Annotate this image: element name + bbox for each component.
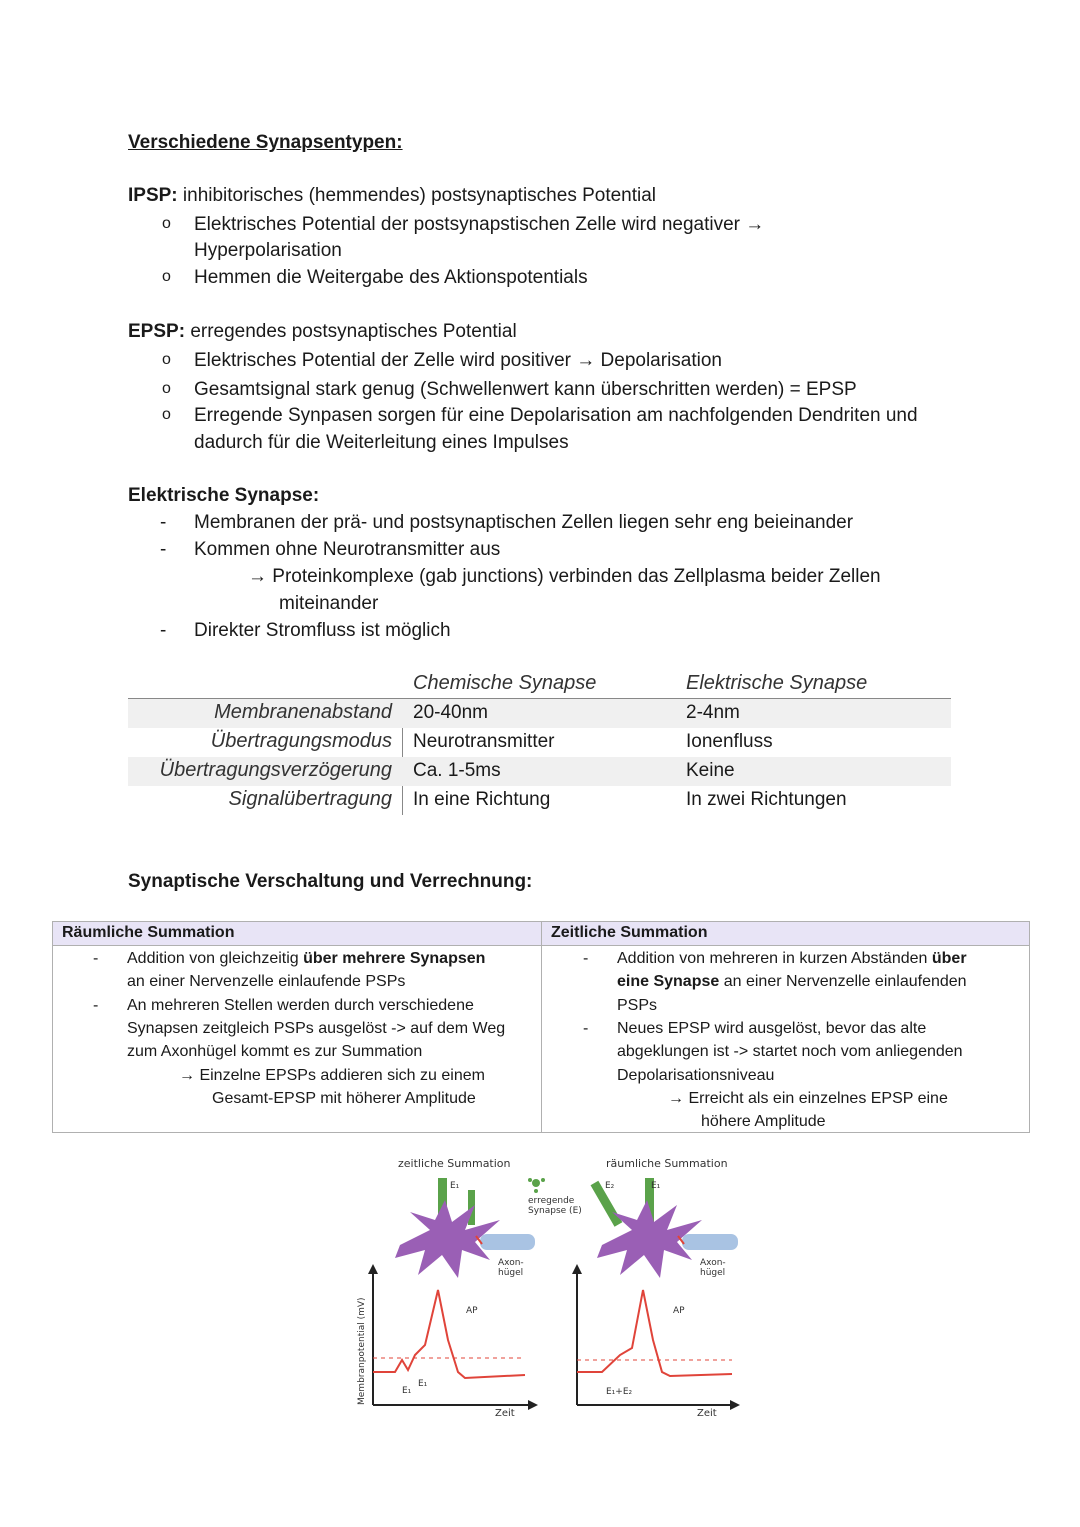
chemical-value: In eine Richtung xyxy=(413,789,551,810)
spatial-bullet-2-line-3: zum Axonhügel kommt es zur Summation xyxy=(127,1043,423,1060)
temporal-bullet-1-line-3: PSPs xyxy=(617,997,658,1014)
y-axis-label: Membranpotential (mV) xyxy=(357,1297,367,1405)
left-neuron xyxy=(395,1178,535,1278)
e1-label: E₁ xyxy=(651,1181,661,1191)
ipsp-label: IPSP: xyxy=(128,185,178,206)
axon xyxy=(682,1234,738,1250)
electric-sub-line-1: → Proteinkomplexe (gab junctions) verbinden das Zellplasma beider Zellen xyxy=(248,566,881,587)
electric-synapse-heading: Elektrische Synapse: xyxy=(128,485,320,506)
temporal-bold-text: eine Synapse xyxy=(617,973,720,990)
ipsp-definition xyxy=(128,183,656,209)
table-row xyxy=(128,728,951,757)
e1-trace-label: E₁ xyxy=(402,1386,412,1396)
dash-marker: - xyxy=(583,1020,589,1037)
temporal-sub-line-1: → Erreicht als ein einzelnes EPSP eine xyxy=(668,1090,948,1107)
col-header-chemical: Chemische Synapse xyxy=(413,672,597,694)
x-axis-label: Zeit xyxy=(495,1408,515,1419)
spatial-bullet-1-line-1 xyxy=(127,947,485,970)
axon-label-line-1: Axon- xyxy=(498,1258,524,1268)
temporal-bullet-2-line-2: abgeklungen ist -> startet noch vom anliegenden xyxy=(617,1043,963,1060)
spatial-bullet-2-line-2: Synapsen zeitgleich PSPs ausgelöst -> auf dem Weg xyxy=(127,1020,506,1037)
e2-label: E₂ xyxy=(605,1181,615,1191)
synapse-legend-dot xyxy=(541,1178,545,1182)
temporal-bullet-2-line-3: Depolarisationsniveau xyxy=(617,1067,775,1084)
legend xyxy=(528,1178,582,1216)
electric-item-3: Direkter Stromfluss ist möglich xyxy=(194,620,451,641)
electric-item-1: Membranen der prä- und postsynaptischen Zellen liegen sehr eng beieinander xyxy=(194,512,854,533)
column-divider xyxy=(541,922,542,1132)
summation-table xyxy=(52,921,1030,1133)
legend-line-1: erregende xyxy=(528,1196,575,1206)
right-neuron xyxy=(591,1178,738,1278)
ipsp-bullet-1-line-2: Hyperpolarisation xyxy=(194,240,342,261)
spatial-bullet-2-line-1: An mehreren Stellen werden durch verschiedene xyxy=(127,997,474,1014)
table-row xyxy=(128,699,951,728)
membrane-trace xyxy=(373,1290,525,1378)
electric-item-2: Kommen ohne Neurotransmitter aus xyxy=(194,539,501,560)
x-axis-label: Zeit xyxy=(697,1408,717,1419)
epsp-bullet-2: Gesamtsignal stark genug (Schwellenwert kann überschritten werden) = EPSP xyxy=(194,379,857,400)
membrane-trace xyxy=(577,1290,732,1376)
table-row xyxy=(128,757,951,786)
temporal-sub-line-2: höhere Amplitude xyxy=(701,1113,826,1130)
ipsp-definition-text: inhibitorisches (hemmendes) postsynaptisches Potential xyxy=(182,185,657,206)
temporal-text: an einer Nervenzelle einlaufenden xyxy=(719,973,967,990)
bullet-marker: o xyxy=(162,215,171,232)
summation-heading: Synaptische Verschaltung und Verrechnung: xyxy=(128,871,533,892)
temporal-summation-title: Zeitliche Summation xyxy=(542,922,1029,946)
dash-marker: - xyxy=(93,950,99,967)
dash-marker: - xyxy=(160,539,167,560)
spatial-bullet-1-line-2: an einer Nervenzelle einlaufende PSPs xyxy=(127,973,406,990)
ap-label: AP xyxy=(673,1306,685,1316)
dash-marker: - xyxy=(93,997,99,1014)
x-axis-arrow xyxy=(730,1400,740,1410)
y-axis-arrow xyxy=(368,1264,378,1274)
electric-value: Ionenfluss xyxy=(686,731,773,752)
temporal-bold-text: über xyxy=(931,950,967,967)
temporal-bullet-2-line-1: Neues EPSP wird ausgelöst, bevor das alte xyxy=(617,1020,927,1037)
e1-trace-label: E₁ xyxy=(418,1379,428,1389)
epsp-definition-text: erregendes postsynaptisches Potential xyxy=(190,321,517,342)
epsp-bullet-1: Elektrisches Potential der Zelle wird positiver → Depolarisation xyxy=(194,350,723,371)
electric-value: 2-4nm xyxy=(686,702,740,723)
electric-value: Keine xyxy=(686,760,735,781)
chemical-value: Ca. 1-5ms xyxy=(413,760,501,781)
chemical-value: 20-40nm xyxy=(413,702,488,723)
axon-label-line-2: hügel xyxy=(498,1268,524,1278)
row-label: Signalübertragung xyxy=(228,788,392,810)
synapse-legend-dot xyxy=(534,1189,538,1193)
e1e2-trace-label: E₁+E₂ xyxy=(606,1387,633,1397)
left-graph xyxy=(357,1264,538,1419)
row-label: Übertragungsverzögerung xyxy=(159,759,392,781)
y-axis-arrow xyxy=(572,1264,582,1274)
synapse-types-heading: Verschiedene Synapsentypen: xyxy=(128,132,403,153)
synapse-legend-icon xyxy=(532,1179,540,1187)
epsp-label: EPSP: xyxy=(128,321,186,342)
row-label: Membranenabstand xyxy=(214,701,392,723)
electric-value: In zwei Richtungen xyxy=(686,789,847,810)
temporal-bullet-1-line-2 xyxy=(617,970,967,993)
spatial-bold-text: über mehrere Synapsen xyxy=(303,950,486,967)
e1-label: E₁ xyxy=(450,1181,460,1191)
axon xyxy=(480,1234,535,1250)
axon-label-line-1: Axon- xyxy=(700,1258,726,1268)
temporal-text: Addition von mehreren in kurzen Abständen xyxy=(617,950,932,967)
synapse-legend-dot xyxy=(528,1178,532,1182)
epsp-bullet-3-line-2: dadurch für die Weiterleitung eines Impulses xyxy=(194,432,569,453)
dash-marker: - xyxy=(583,950,589,967)
ap-label: AP xyxy=(466,1306,478,1316)
col-header-electric: Elektrische Synapse xyxy=(686,672,868,694)
bullet-marker: o xyxy=(162,351,171,368)
epsp-bullet-3-line-1: Erregende Synpasen sorgen für eine Depolarisation am nachfolgenden Dendriten und xyxy=(194,405,918,426)
ipsp-bullet-1-line-1: Elektrisches Potential der postsynapstischen Zelle wird negativer → xyxy=(194,214,765,235)
dash-marker: - xyxy=(160,512,167,533)
spatial-sub-line-2: Gesamt-EPSP mit höherer Amplitude xyxy=(212,1090,476,1107)
spatial-sub-line-1: → Einzelne EPSPs addieren sich zu einem xyxy=(179,1067,485,1084)
chemical-value: Neurotransmitter xyxy=(413,731,555,752)
ipsp-bullet-2: Hemmen die Weitergabe des Aktionspotentials xyxy=(194,267,588,288)
bullet-marker: o xyxy=(162,268,171,285)
epsp-definition xyxy=(128,319,517,345)
bullet-marker: o xyxy=(162,380,171,397)
electric-sub-line-2: miteinander xyxy=(279,593,379,614)
row-label: Übertragungsmodus xyxy=(210,730,392,752)
bullet-marker: o xyxy=(162,406,171,423)
table-row xyxy=(128,786,951,815)
summation-figure xyxy=(340,1150,760,1425)
axon-label-line-2: hügel xyxy=(700,1268,726,1278)
spatial-summation-title: Räumliche Summation xyxy=(53,922,541,946)
right-graph xyxy=(572,1264,740,1419)
right-figure-title: räumliche Summation xyxy=(606,1157,728,1170)
dash-marker: - xyxy=(160,620,167,641)
legend-line-2: Synapse (E) xyxy=(528,1206,582,1216)
x-axis-arrow xyxy=(528,1400,538,1410)
spatial-text: Addition von gleichzeitig xyxy=(127,950,304,967)
temporal-bullet-1-line-1 xyxy=(617,947,967,970)
left-figure-title: zeitliche Summation xyxy=(398,1157,511,1170)
